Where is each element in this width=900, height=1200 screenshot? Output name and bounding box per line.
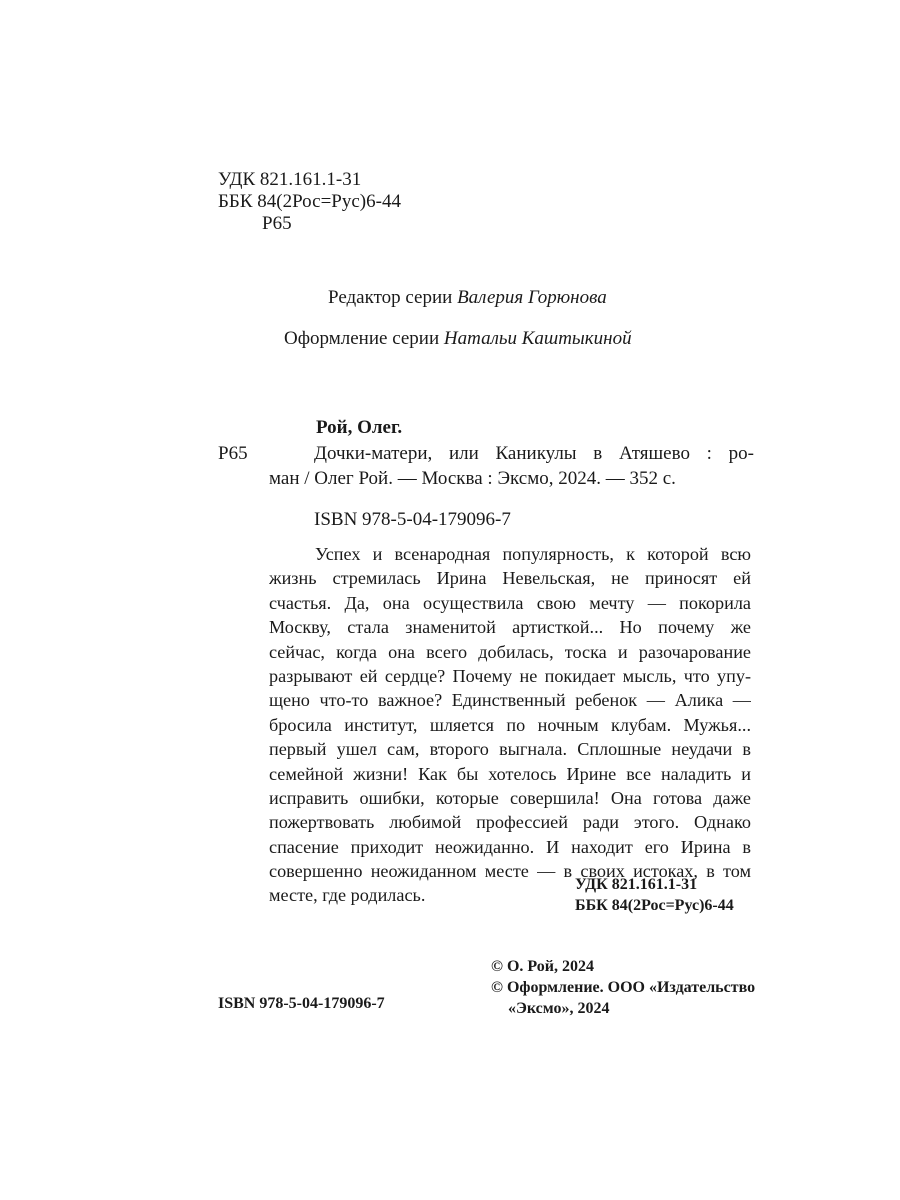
- annotation-line: совершенно неожиданном месте — в своих истоках, в том: [269, 861, 751, 882]
- annotation-line: пожертвовать любимой профессией ради этого. Однако: [269, 812, 751, 833]
- footer-udk: УДК 821.161.1-31: [575, 876, 698, 893]
- editor-name: Валерия Горюнова: [457, 287, 607, 308]
- udk-code: УДК 821.161.1-31: [218, 169, 362, 190]
- copyright-design-cont: «Эксмо», 2024: [508, 1000, 610, 1017]
- author-sign: Р65: [262, 213, 292, 234]
- annotation-line: Москву, стала знаменитой артисткой... Но почему же: [269, 617, 751, 638]
- card-sign: Р65: [218, 443, 248, 464]
- design-label: Оформление серии: [284, 328, 440, 349]
- series-editor: [328, 286, 607, 310]
- card-isbn: ISBN 978-5-04-179096-7: [314, 509, 511, 530]
- card-title-line1: Дочки-матери, или Каникулы в Атяшево : ро-: [314, 443, 754, 464]
- series-design: [284, 327, 632, 351]
- annotation-line: исправить ошибки, которые совершила! Она готова даже: [269, 787, 751, 808]
- card-author: Рой, Олег.: [316, 417, 403, 438]
- copyright-author: © О. Рой, 2024: [491, 958, 594, 975]
- annotation-line: щено что-то важное? Единственный ребенок — Алика —: [269, 690, 751, 711]
- annotation-line: семейной жизни! Как бы хотелось Ирине все наладить и: [269, 763, 751, 784]
- annotation-line: сейчас, когда она всего добилась, тоска и разочарование: [269, 641, 751, 662]
- annotation-line: жизнь стремилась Ирина Невельская, не приносят ей: [269, 568, 751, 589]
- annotation-line: бросила институт, шляется по ночным клубам. Мужья...: [269, 714, 751, 735]
- editor-label: Редактор серии: [328, 287, 453, 308]
- annotation-line: счастья. Да, она осуществила свою мечту — покорила: [269, 592, 751, 613]
- card-title-line2: ман / Олег Рой. — Москва : Эксмо, 2024. — 352 с.: [269, 468, 676, 489]
- annotation-line: разрывают ей сердце? Почему не покидает мысль, что упу-: [269, 665, 751, 686]
- annotation-line: Успех и всенародная популярность, к которой всю: [315, 544, 751, 564]
- bottom-isbn: ISBN 978-5-04-179096-7: [218, 995, 385, 1012]
- annotation-line: месте, где родилась.: [269, 885, 426, 906]
- bbk-code: ББК 84(2Рос=Рус)6-44: [218, 191, 401, 212]
- footer-bbk: ББК 84(2Рос=Рус)6-44: [575, 897, 734, 914]
- design-name: Натальи Каштыкиной: [443, 328, 632, 349]
- copyright-design: © Оформление. ООО «Издательство: [491, 979, 756, 996]
- annotation-line: первый ушел сам, второго выгнала. Сплошные неудачи в: [269, 739, 751, 760]
- annotation-line: спасение приходит неожиданно. И находит его Ирина в: [269, 836, 751, 857]
- annotation: [269, 542, 751, 908]
